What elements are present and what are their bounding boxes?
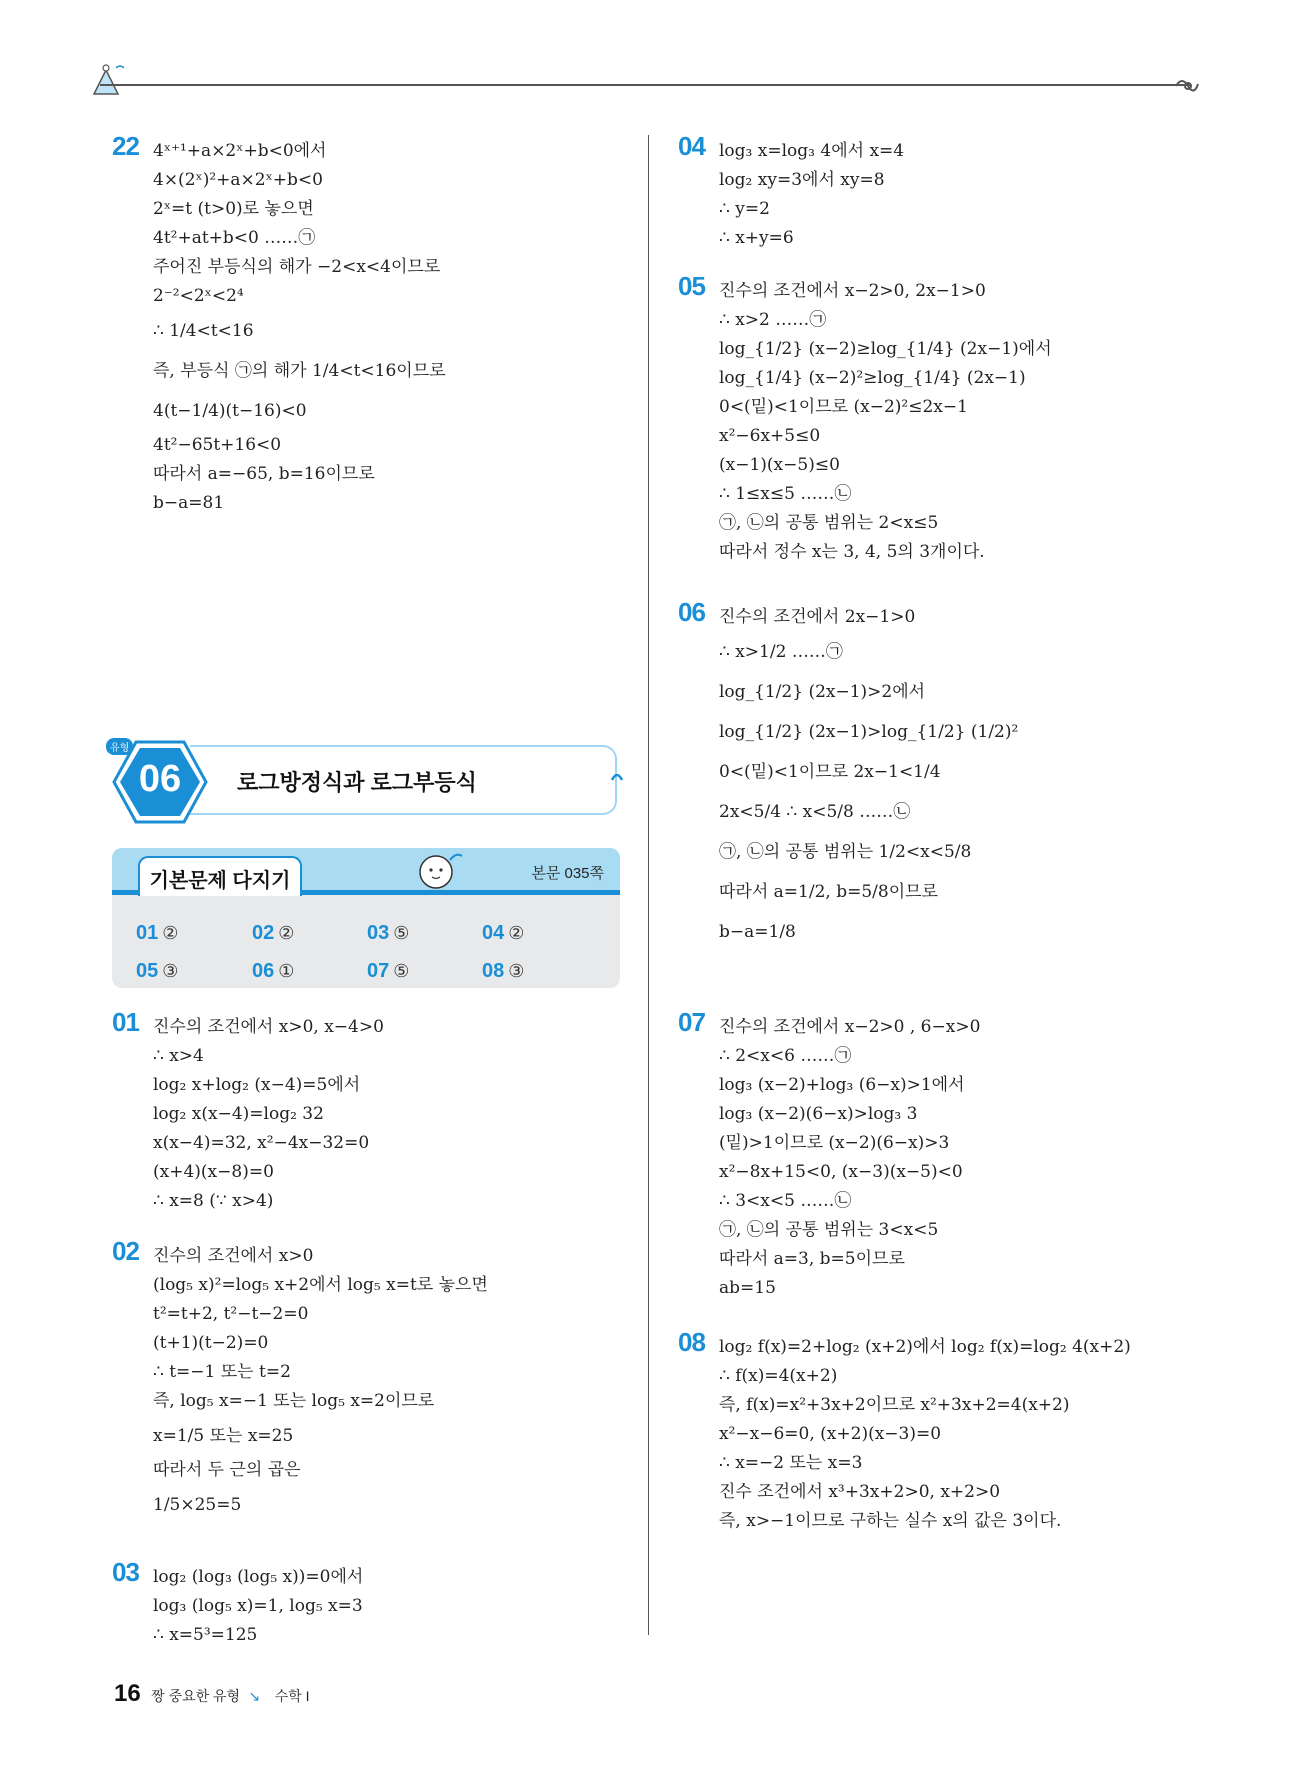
page-footer (114, 1680, 310, 1708)
line: 즉, 부등식 ㉠의 해가 1/4<t<16이므로 (153, 361, 446, 381)
line: 4t²+at+b<0 ……㉠ (153, 228, 316, 248)
line: t²=t+2, t²−t−2=0 (153, 1304, 309, 1324)
solution-lines (153, 1563, 363, 1650)
line: log₃ (log₅ x)=1, log₅ x=3 (153, 1596, 363, 1616)
answer-item (136, 922, 178, 945)
answer-number: 06 (252, 960, 275, 982)
answer-choice: ② (162, 923, 179, 944)
line: 2ˣ=t (t>0)로 놓으면 (153, 199, 314, 219)
line: (t+1)(t−2)=0 (153, 1333, 269, 1353)
solution-lines (719, 1333, 1131, 1536)
line: ab=15 (719, 1278, 776, 1298)
line: (x−1)(x−5)≤0 (719, 455, 840, 475)
line: ∴ y=2 (719, 199, 770, 219)
subject-title: 수학 I (274, 1688, 310, 1704)
line: ㉠, ㉡의 공통 범위는 1/2<x<5/8 (719, 842, 972, 862)
line: 4×(2ˣ)²+a×2ˣ+b<0 (153, 170, 323, 190)
line: x²−6x+5≤0 (719, 426, 821, 446)
line: ∴ 1≤x≤5 ……㉡ (719, 484, 852, 504)
header-rule (100, 84, 1190, 86)
line: (log₅ x)²=log₅ x+2에서 log₅ x=t로 놓으면 (153, 1275, 488, 1295)
answer-item (482, 960, 524, 983)
problem-number: 02 (112, 1236, 139, 1266)
problem-number: 22 (112, 131, 139, 161)
line: log₂ xy=3에서 xy=8 (719, 170, 885, 190)
answer-choice: ⑤ (393, 961, 410, 982)
line: 1/5×25=5 (153, 1495, 242, 1515)
line: ∴ 3<x<5 ……㉡ (719, 1191, 852, 1211)
line: x=1/5 또는 x=25 (153, 1426, 294, 1446)
line: 따라서 a=3, b=5이므로 (719, 1249, 905, 1269)
answer-choice: ③ (162, 961, 179, 982)
line: 진수의 조건에서 x−2>0, 2x−1>0 (719, 281, 986, 301)
line: x(x−4)=32, x²−4x−32=0 (153, 1133, 370, 1153)
line: 따라서 두 근의 곱은 (153, 1460, 301, 1480)
line: log₂ f(x)=2+log₂ (x+2)에서 log₂ f(x)=log₂ 4(x+2) (719, 1337, 1131, 1357)
line: log_{1/2} (x−2)≥log_{1/4} (2x−1)에서 (719, 339, 1052, 359)
line: log₂ x(x−4)=log₂ 32 (153, 1104, 324, 1124)
line: ∴ x>4 (153, 1046, 204, 1066)
section-tag: 유형 (106, 738, 133, 755)
basic-problems-box (112, 848, 620, 988)
answer-number: 08 (482, 960, 505, 982)
line: ∴ x=5³=125 (153, 1625, 258, 1645)
line: ∴ 1/4<t<16 (153, 321, 254, 341)
basic-page-ref: 본문 035쪽 (531, 865, 604, 882)
line: ∴ x>2 ……㉠ (719, 310, 827, 330)
answer-choice: ② (278, 923, 295, 944)
line: ∴ x+y=6 (719, 228, 794, 248)
line: ∴ x=−2 또는 x=3 (719, 1453, 863, 1473)
line: log₃ (x−2)+log₃ (6−x)>1에서 (719, 1075, 965, 1095)
line: ∴ t=−1 또는 t=2 (153, 1362, 291, 1382)
ribbon-icon (1172, 74, 1202, 98)
line: x²−x−6=0, (x+2)(x−3)=0 (719, 1424, 942, 1444)
line: log_{1/4} (x−2)²≥log_{1/4} (2x−1) (719, 368, 1026, 388)
problem-number: 01 (112, 1007, 139, 1037)
problem-number: 07 (678, 1007, 705, 1037)
answer-number: 04 (482, 922, 505, 944)
line: 2⁻²<2ˣ<2⁴ (153, 286, 244, 306)
line: 0<(밑)<1이므로 (x−2)²≤2x−1 (719, 397, 968, 417)
line: b−a=1/8 (719, 922, 796, 942)
basic-title: 기본문제 다지기 (149, 870, 291, 892)
section-number: 06 (138, 758, 182, 800)
answer-item (252, 922, 294, 945)
answer-number: 02 (252, 922, 275, 944)
answer-choice: ① (278, 961, 295, 982)
line: b−a=81 (153, 493, 225, 513)
solution-lines (153, 1013, 384, 1216)
solution-lines (719, 603, 1018, 952)
problem-number: 08 (678, 1327, 705, 1357)
bell-logo-icon (86, 60, 130, 100)
line: 따라서 a=−65, b=16이므로 (153, 464, 375, 484)
line: log_{1/2} (2x−1)>2에서 (719, 682, 926, 702)
problem-number: 03 (112, 1557, 139, 1587)
problem-number: 06 (678, 597, 705, 627)
line: ∴ f(x)=4(x+2) (719, 1366, 838, 1386)
line: 진수의 조건에서 2x−1>0 (719, 607, 916, 627)
problem-number: 05 (678, 271, 705, 301)
line: (밑)>1이므로 (x−2)(6−x)>3 (719, 1133, 950, 1153)
answer-number: 05 (136, 960, 159, 982)
mascot-icon (402, 848, 472, 894)
line: ∴ x>1/2 ……㉠ (719, 642, 843, 662)
answer-item (136, 960, 178, 983)
column-divider (648, 135, 649, 1635)
line: 진수 조건에서 x³+3x+2>0, x+2>0 (719, 1482, 1001, 1502)
line: ∴ 2<x<6 ……㉠ (719, 1046, 852, 1066)
line: 즉, x>−1이므로 구하는 실수 x의 값은 3이다. (719, 1511, 1062, 1531)
line: 2x<5/4 ∴ x<5/8 ……㉡ (719, 802, 911, 822)
solution-lines (719, 137, 904, 253)
line: 진수의 조건에서 x−2>0 , 6−x>0 (719, 1017, 981, 1037)
footer-mark-icon: ↘ (248, 1688, 261, 1704)
line: ㉠, ㉡의 공통 범위는 3<x<5 (719, 1220, 939, 1240)
line: ㉠, ㉡의 공통 범위는 2<x≤5 (719, 513, 939, 533)
page-number: 16 (114, 1680, 141, 1707)
line: 0<(밑)<1이므로 2x−1<1/4 (719, 762, 941, 782)
line: 따라서 a=1/2, b=5/8이므로 (719, 882, 938, 902)
solution-lines (719, 277, 1052, 567)
line: log₂ (log₃ (log₅ x))=0에서 (153, 1567, 364, 1587)
line: log₃ x=log₃ 4에서 x=4 (719, 141, 905, 161)
answer-choice: ③ (508, 961, 525, 982)
line: 4ˣ⁺¹+a×2ˣ+b<0에서 (153, 141, 327, 161)
answer-choice: ② (508, 923, 525, 944)
line: 즉, log₅ x=−1 또는 log₅ x=2이므로 (153, 1391, 435, 1411)
line: ∴ x=8 (∵ x>4) (153, 1191, 274, 1211)
book-title: 짱 중요한 유형 (151, 1688, 241, 1704)
line: log₃ (x−2)(6−x)>log₃ 3 (719, 1104, 918, 1124)
line: 진수의 조건에서 x>0, x−4>0 (153, 1017, 384, 1037)
solution-lines (719, 1013, 980, 1303)
answer-number: 07 (367, 960, 390, 982)
line: 4(t−1/4)(t−16)<0 (153, 401, 307, 421)
line: log₂ x+log₂ (x−4)=5에서 (153, 1075, 361, 1095)
solution-lines (153, 137, 446, 518)
line: log_{1/2} (2x−1)>log_{1/2} (1/2)² (719, 722, 1019, 742)
problem-number: 04 (678, 131, 705, 161)
answer-number: 01 (136, 922, 159, 944)
line: 진수의 조건에서 x>0 (153, 1246, 314, 1266)
section-title: 로그방정식과 로그부등식 (237, 770, 477, 795)
answer-choice: ⑤ (393, 923, 410, 944)
answer-item (367, 922, 409, 945)
line: (x+4)(x−8)=0 (153, 1162, 274, 1182)
answer-item (367, 960, 409, 983)
line: 따라서 정수 x는 3, 4, 5의 3개이다. (719, 542, 985, 562)
answer-item (252, 960, 294, 983)
answer-number: 03 (367, 922, 390, 944)
line: 즉, f(x)=x²+3x+2이므로 x²+3x+2=4(x+2) (719, 1395, 1070, 1415)
solution-lines (153, 1242, 488, 1525)
line: 4t²−65t+16<0 (153, 435, 282, 455)
section-end-icon (610, 770, 624, 784)
line: x²−8x+15<0, (x−3)(x−5)<0 (719, 1162, 963, 1182)
line: 주어진 부등식의 해가 −2<x<4이므로 (153, 257, 441, 277)
answer-item (482, 922, 524, 945)
